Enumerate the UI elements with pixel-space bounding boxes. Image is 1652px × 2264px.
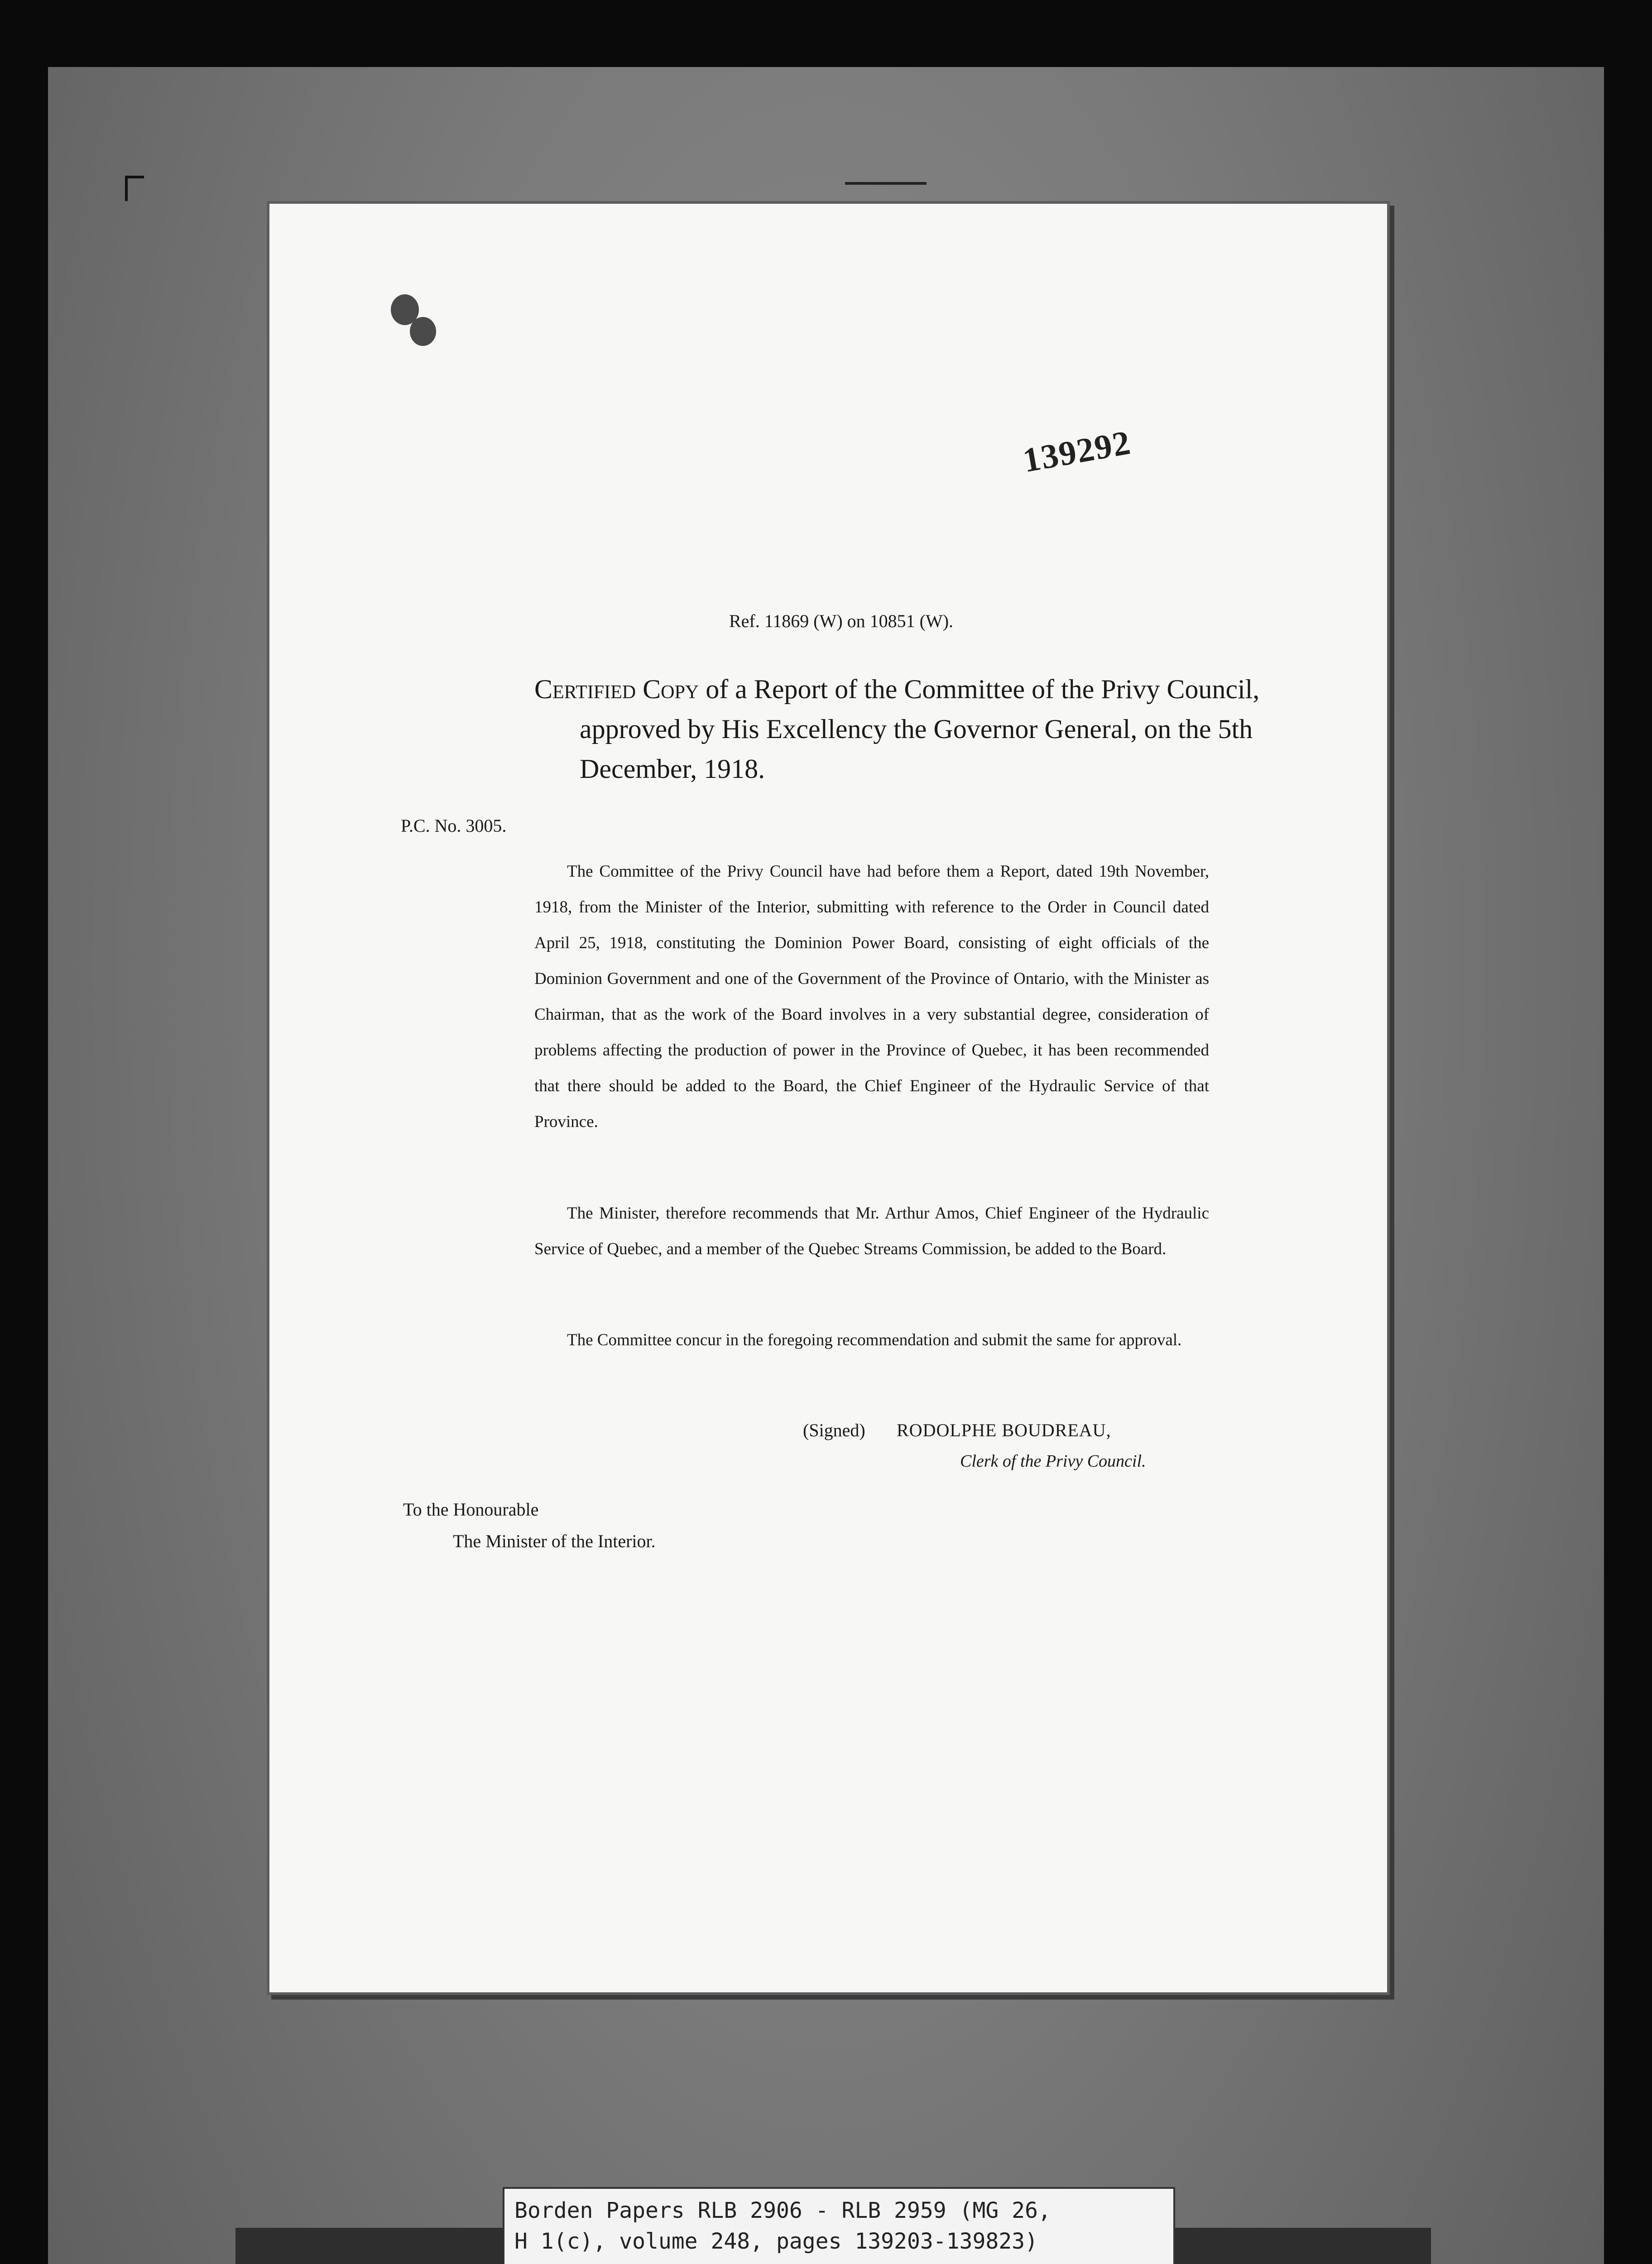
body-paragraph (534, 1322, 1209, 1358)
signatory-name: RODOLPHE BOUDREAU, (897, 1420, 1111, 1440)
address-line: To the Honourable (403, 1499, 539, 1520)
paragraph-text: The Committee of the Privy Council have had before them a Report, dated 19th November, 1918, from the Minister of the Interior, submitting with reference to the Order in Council dated April 25, 1918, constituting the Dominion Power Board, consisting of eight officials of the Dominion Government and one of the Government of the Province of Ontario, with the Minister as Chairman, that as the work of the Board involves in a very substantial degree, consideration of problems affecting the production of power in the Province of Quebec, it has been recommended that there should be added to the Board, the Chief Engineer of the Hydraulic Service of that Province. (534, 862, 1209, 1131)
body-paragraph (534, 854, 1209, 1140)
document-heading (534, 669, 1286, 789)
paragraph-text: The Minister, therefore recommends that Mr. Arthur Amos, Chief Engineer of the Hydraulic Service of Quebec, and a member of the Quebec Streams Commission, be added to the Board. (534, 1204, 1209, 1258)
heading-text: of a Report of the Committee of the Privy Council, approved by His Excellency the Governor General, on the 5th December, 1918. (580, 674, 1260, 784)
page-number-stamp: 139292 (1020, 423, 1134, 480)
document-page (269, 204, 1387, 1992)
pc-number: P.C. No. 3005. (401, 815, 507, 836)
citation-line: H 1(c), volume 248, pages 139203-139823) (514, 2229, 1038, 2254)
signed-label: (Signed) (803, 1420, 865, 1440)
reference-line: Ref. 11869 (W) on 10851 (W). (729, 611, 954, 631)
address-line: The Minister of the Interior. (453, 1531, 656, 1551)
signatory-title: Clerk of the Privy Council. (960, 1452, 1146, 1471)
citation-line: Borden Papers RLB 2906 - RLB 2959 (MG 26, (514, 2198, 1051, 2223)
punch-hole (410, 317, 436, 346)
citation-label (503, 2187, 1175, 2264)
frame-mark (845, 182, 927, 185)
body-paragraph (534, 1195, 1209, 1267)
heading-smallcaps: Certified Copy (534, 674, 699, 704)
corner-mark (125, 176, 144, 201)
paragraph-text: The Committee concur in the foregoing recommendation and submit the same for approval. (567, 1331, 1182, 1349)
